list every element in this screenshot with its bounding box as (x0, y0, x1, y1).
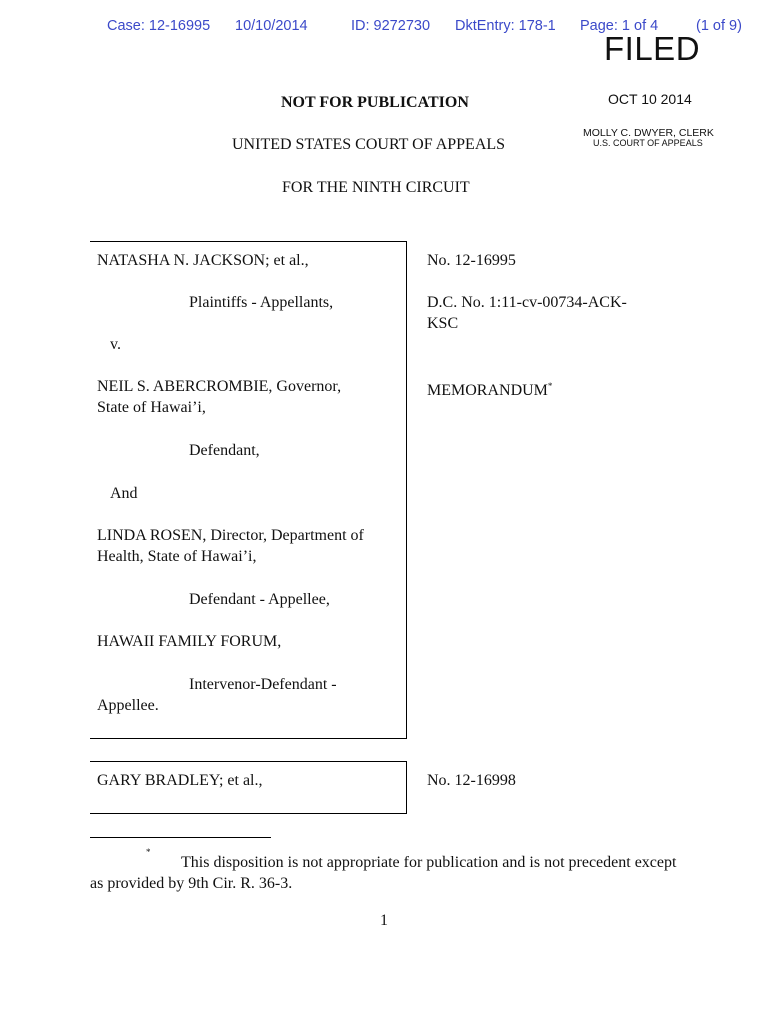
not-for-publication-heading: NOT FOR PUBLICATION (281, 94, 469, 111)
intervenor-name: HAWAII FAMILY FORUM, (97, 633, 282, 650)
memorandum-heading (427, 376, 552, 401)
header-total-pages: (1 of 9) (696, 18, 742, 34)
header-date: 10/10/2014 (235, 18, 308, 34)
district-court-number: D.C. No. 1:11-cv-00734-ACK-KSC (427, 294, 627, 332)
clerk-court: U.S. COURT OF APPEALS (593, 138, 703, 148)
plaintiff-name: NATASHA N. JACKSON; et al., (97, 252, 309, 269)
defendant-rosen: LINDA ROSEN, Director, Department of Health, State of Hawai’i, (97, 527, 364, 565)
header-dkt-entry: DktEntry: 178-1 (455, 18, 556, 34)
defendant-role: Defendant, (189, 442, 260, 459)
footnote-divider (90, 837, 271, 838)
circuit-name: FOR THE NINTH CIRCUIT (282, 179, 470, 196)
clerk-name: MOLLY C. DWYER, CLERK (583, 127, 714, 139)
filed-date: OCT 10 2014 (608, 91, 692, 107)
header-page: Page: 1 of 4 (580, 18, 659, 34)
plaintiff-role: Plaintiffs - Appellants, (189, 294, 334, 311)
header-id: ID: 9272730 (351, 18, 431, 34)
defendant-abercrombie: NEIL S. ABERCROMBIE, Governor, State of Hawai’i, (97, 378, 342, 416)
versus-label: v. (110, 336, 121, 353)
filed-label: FILED (604, 30, 701, 67)
second-plaintiff-name: GARY BRADLEY; et al., (97, 772, 263, 789)
header-case: Case: 12-16995 (107, 18, 211, 34)
footnote-mark: * (146, 847, 151, 857)
second-case-number: No. 12-16998 (427, 772, 516, 789)
memorandum-label: MEMORANDUM (427, 382, 548, 399)
intervenor-role-continued: Appellee. (97, 697, 159, 714)
and-label: And (110, 485, 138, 502)
court-name: UNITED STATES COURT OF APPEALS (232, 136, 506, 153)
intervenor-role: Intervenor-Defendant - (189, 676, 337, 693)
footnote-text: This disposition is not appropriate for publication and is not precedent except as provided by 9th Cir. R. 36-3. (90, 854, 677, 892)
page-number: 1 (380, 912, 388, 929)
case-number: No. 12-16995 (427, 252, 516, 269)
memorandum-footnote-mark: * (547, 381, 553, 391)
defendant-appellee-role: Defendant - Appellee, (189, 591, 330, 608)
